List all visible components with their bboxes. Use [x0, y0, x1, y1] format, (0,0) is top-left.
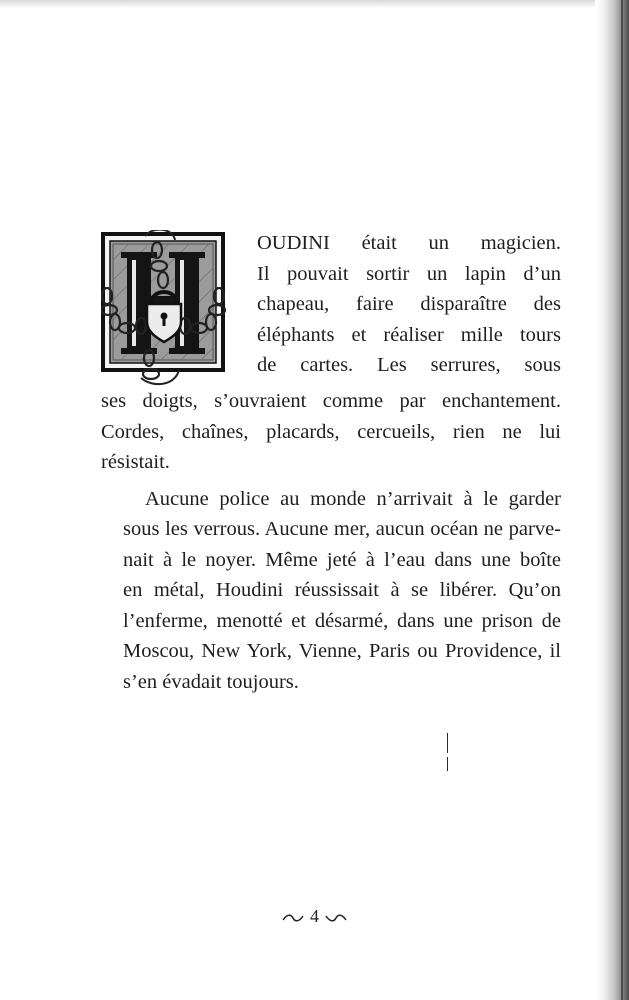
text-line: de cartes. Les serrures, sous	[257, 354, 561, 376]
text-line: Cordes, chaînes, placards, cercueils, rien ne lui	[101, 420, 561, 443]
text-line: l’enferme, menotté et désarmé, dans une prison de	[123, 609, 561, 632]
left-swash-ornament	[282, 907, 304, 928]
right-swash-ornament	[325, 907, 347, 928]
text-line: nait à le noyer. Même jeté à l’eau dans une boîte	[123, 548, 561, 571]
text-line: chapeau, faire disparaître des	[257, 293, 561, 315]
page-number: 4	[310, 906, 319, 926]
text-line: en métal, Houdini réussissait à se libérer. Qu’on	[123, 579, 561, 601]
chapter-text	[101, 228, 561, 697]
text-line: sous les verrous. Aucune mer, aucun océan ne parve-	[123, 518, 561, 540]
top-edge-shadow	[0, 0, 629, 8]
text-line: Moscou, New York, Vienne, Paris ou Providence, il	[123, 640, 561, 662]
dropcap-h-chained-padlock	[101, 230, 241, 386]
margin-pencil-mark	[447, 757, 448, 771]
text-line: OUDINI était un magicien.	[257, 232, 561, 254]
page-binding-edge	[621, 0, 623, 1000]
text-line: ses doigts, s’ouvraient comme par enchantement.	[101, 390, 561, 412]
text-line: éléphants et réaliser mille tours	[257, 323, 561, 346]
text-line: Aucune police au monde n’arrivait à le garder	[145, 487, 561, 510]
page-gutter-shadow	[595, 0, 629, 1000]
margin-pencil-mark	[447, 733, 448, 753]
text-line: résistait.	[101, 451, 170, 473]
paragraph-2	[101, 484, 561, 698]
paragraph-1	[101, 228, 561, 478]
page-footer	[0, 906, 629, 928]
text-line: s’en évadait toujours.	[123, 670, 299, 693]
text-line: Il pouvait sortir un lapin d’un	[257, 262, 561, 285]
